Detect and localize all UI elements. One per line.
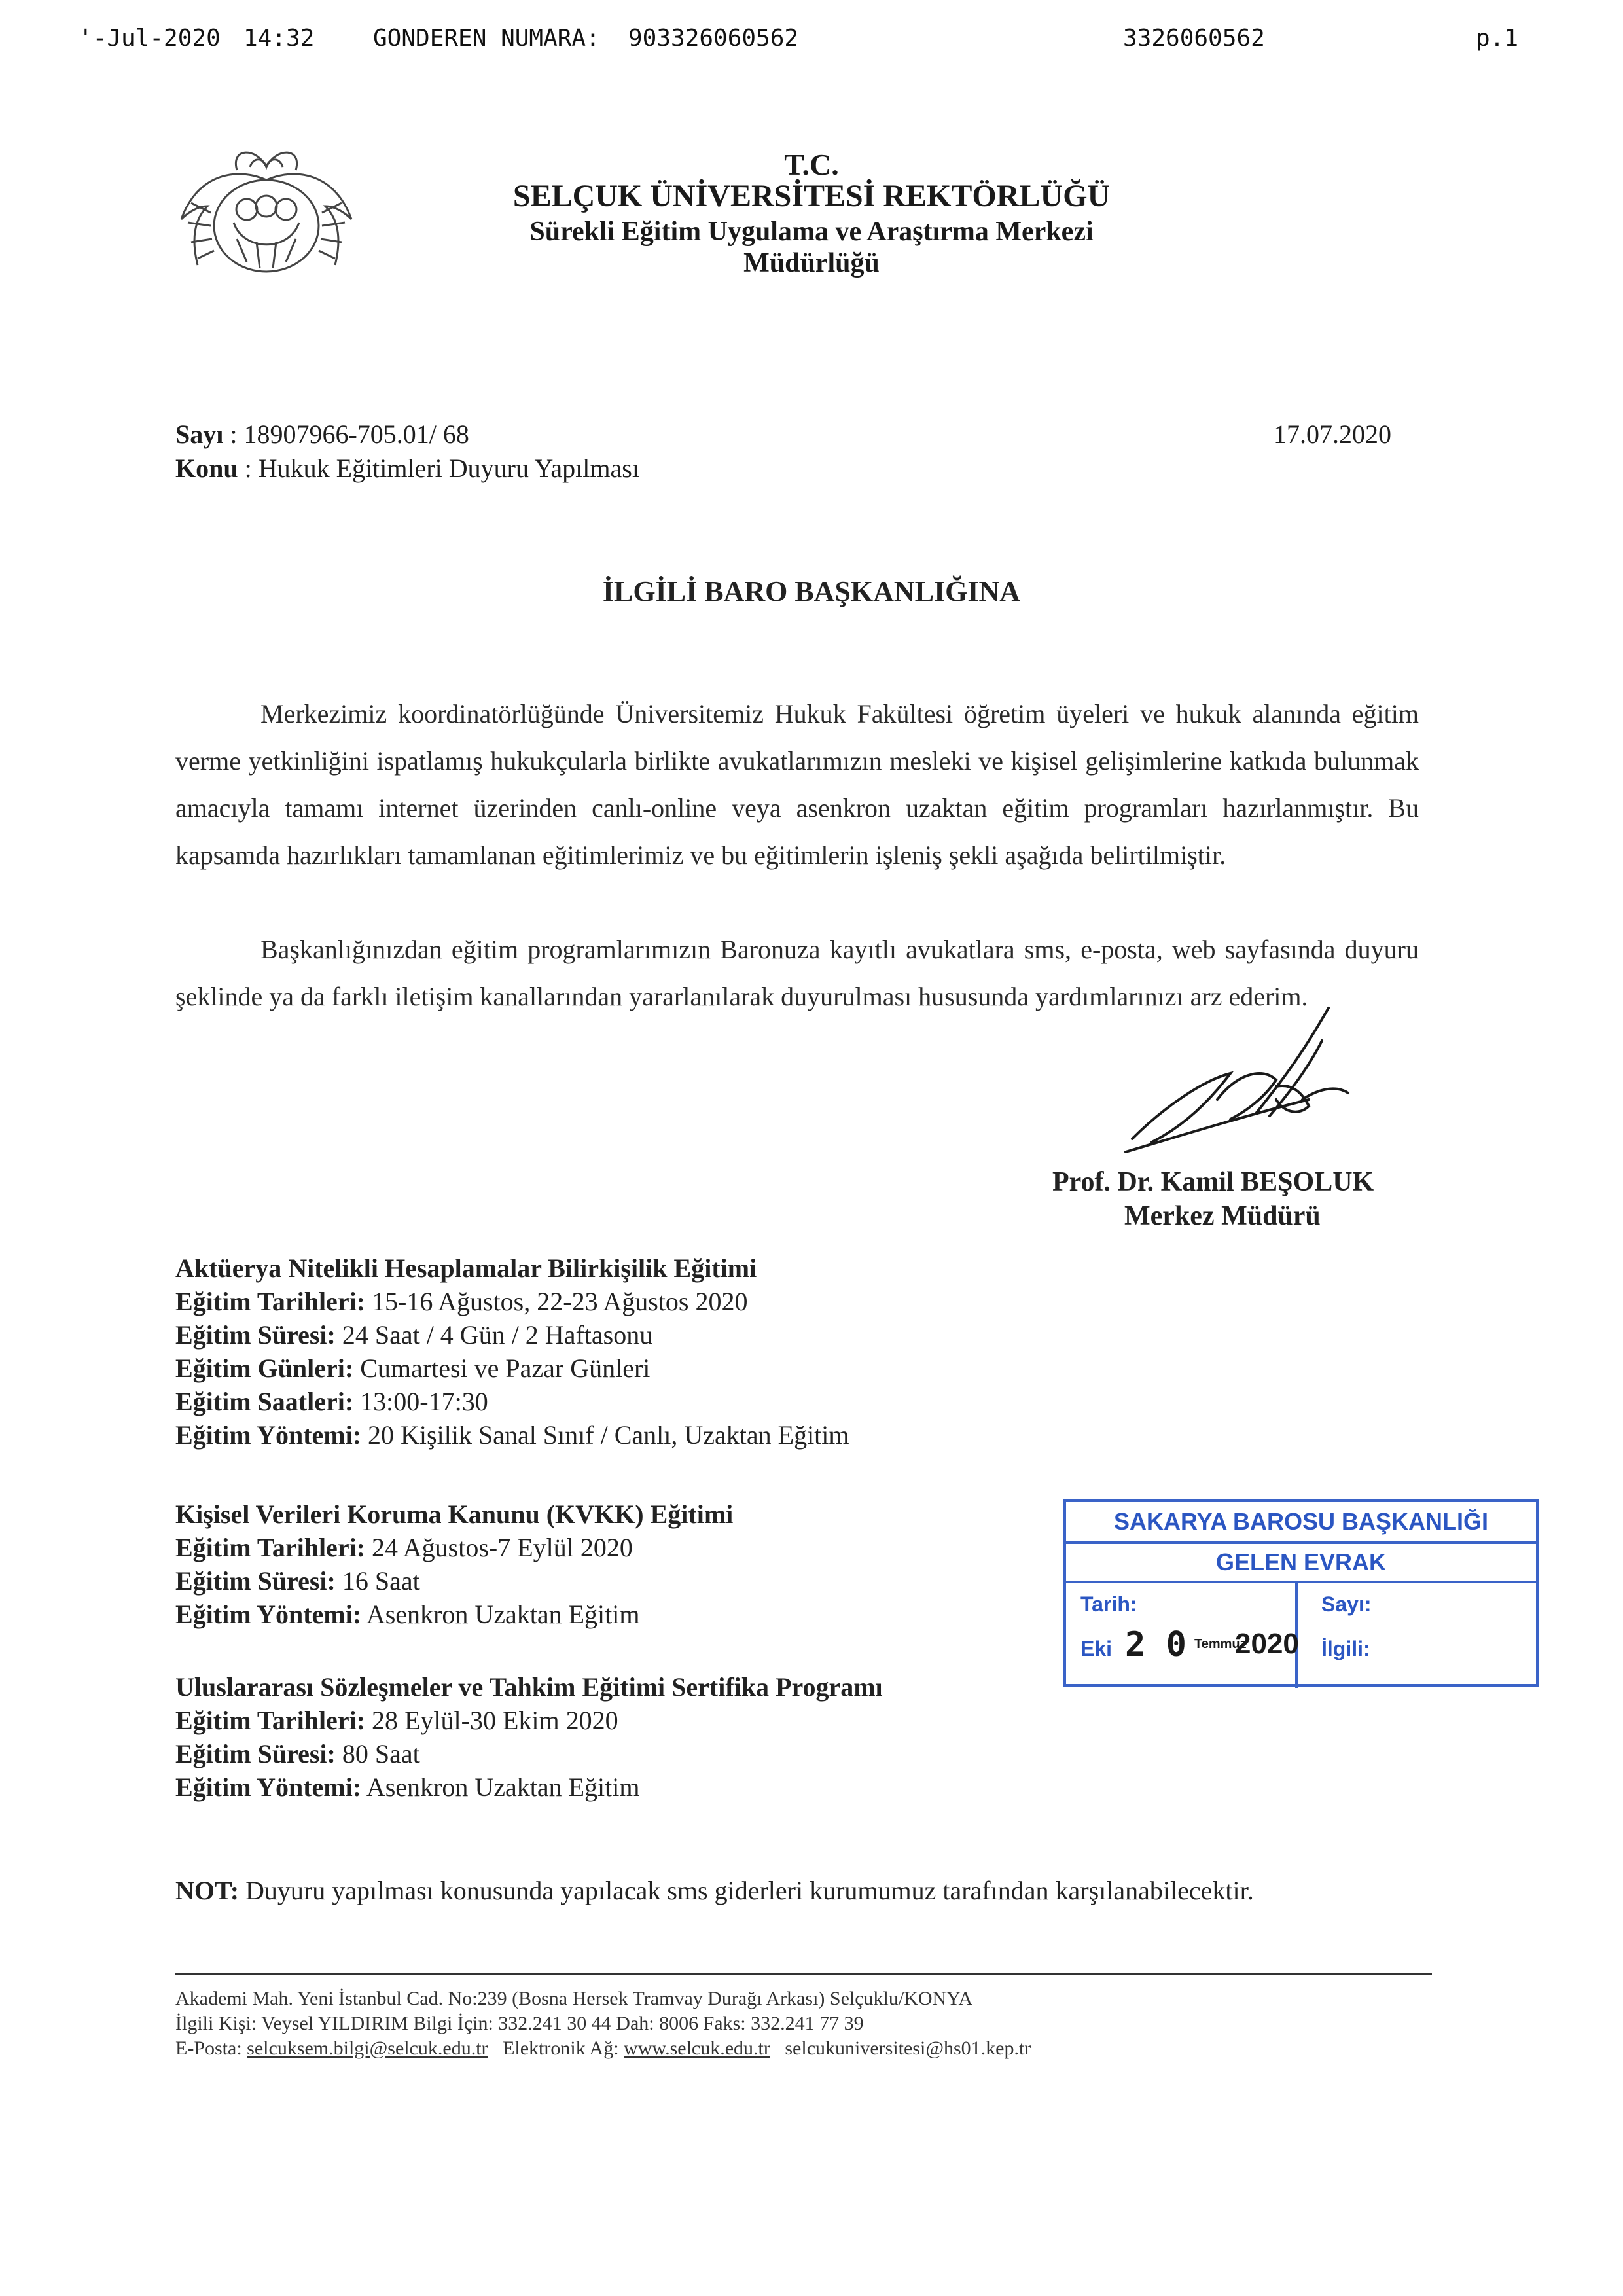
program-hours: Eğitim Saatleri: 13:00-17:30 bbox=[175, 1387, 488, 1416]
footer-email-link[interactable]: selcuksem.bilgi@selcuk.edu.tr bbox=[247, 2037, 488, 2059]
fax-date: '-Jul-2020 bbox=[79, 25, 221, 52]
footer-kep[interactable]: selcukuniversitesi@hs01.kep.tr bbox=[785, 2037, 1031, 2059]
konu-label: Konu bbox=[175, 454, 238, 483]
handwritten-signature bbox=[1113, 1001, 1387, 1172]
note-line bbox=[175, 1875, 1254, 1906]
stamp-year: 2020 bbox=[1235, 1628, 1299, 1660]
program-method: Eğitim Yöntemi: Asenkron Uzaktan Eğitim bbox=[175, 1600, 640, 1629]
program-dates: Eğitim Tarihleri: 28 Eylül-30 Ekim 2020 bbox=[175, 1706, 618, 1735]
stamp-org: SAKARYA BAROSU BAŞKANLIĞI bbox=[1066, 1502, 1536, 1544]
program-method: Eğitim Yöntemi: Asenkron Uzaktan Eğitim bbox=[175, 1772, 640, 1802]
fax-page: p.1 bbox=[1476, 25, 1519, 52]
stamp-tarih-label: Tarih: bbox=[1080, 1592, 1137, 1616]
footer-divider bbox=[175, 1973, 1432, 1975]
program-duration: Eğitim Süresi: 24 Saat / 4 Gün / 2 Haftasonu bbox=[175, 1320, 653, 1350]
note-label: NOT: bbox=[175, 1876, 240, 1905]
stamp-type: GELEN EVRAK bbox=[1066, 1544, 1536, 1583]
letter-date: 17.07.2020 bbox=[1274, 420, 1391, 449]
program-kvkk bbox=[175, 1498, 733, 1631]
konu-value: : Hukuk Eğitimleri Duyuru Yapılması bbox=[244, 454, 639, 483]
body-paragraph-1: Merkezimiz koordinatörlüğünde Üniversitemiz Hukuk Fakültesi öğretim üyeleri ve hukuk alanında eğitim verme yetkinliğini ispatlamış hukukçularla birlikte avukatlarımızın mesleki ve kişisel gelişimlerine katkıda bulunmak amacıyla tamamı internet üzerinden canlı-online veya asenkron uzaktan eğitim programları hazırlanmıştır. Bu kapsamda hazırlıkları tamamlanan eğitimlerimiz ve bu eğitimlerin işleniş şekli aşağıda belirtilmiştir. bbox=[175, 699, 1419, 870]
recipient-heading: İLGİLİ BARO BAŞKANLIĞINA bbox=[602, 575, 1021, 607]
sayi-value: : 18907966-705.01/ 68 bbox=[230, 420, 469, 449]
program-duration: Eğitim Süresi: 16 Saat bbox=[175, 1566, 420, 1596]
incoming-document-stamp bbox=[1063, 1499, 1539, 1687]
sayi-line bbox=[175, 419, 469, 450]
footer-email-label: E-Posta: bbox=[175, 2037, 242, 2059]
fax-time: 14:32 bbox=[243, 25, 315, 52]
stamp-sayi-label: Sayı: bbox=[1321, 1592, 1372, 1616]
body-paragraph-2: Başkanlığınızdan eğitim programlarımızın Baronuza kayıtlı avukatlara sms, e-posta, web sayfasında duyuru şeklinde ya da farklı iletişim kanallarından yararlanılarak duyurulması hususunda yardımlarınızı arz ederim. bbox=[175, 935, 1419, 1011]
footer-contact: İlgili Kişi: Veysel YILDIRIM Bilgi İçin: 332.241 30 44 Dah: 8006 Faks: 332.241 77 39 bbox=[175, 2013, 864, 2034]
konu-line bbox=[175, 453, 639, 484]
footer-links bbox=[175, 2036, 1031, 2061]
signatory-name: Prof. Dr. Kamil BEŞOLUK bbox=[1052, 1167, 1374, 1197]
fax-sender-label: GONDEREN NUMARA: bbox=[373, 25, 600, 52]
program-method: Eğitim Yöntemi: 20 Kişilik Sanal Sınıf / Canlı, Uzaktan Eğitim bbox=[175, 1420, 849, 1450]
footer-web-label: Elektronik Ağ: bbox=[503, 2037, 619, 2059]
program-days: Eğitim Günleri: Cumartesi ve Pazar Günleri bbox=[175, 1354, 651, 1383]
footer-address: Akademi Mah. Yeni İstanbul Cad. No:239 (Bosna Hersek Tramvay Durağı Arkası) Selçuklu/KONYA bbox=[175, 1988, 973, 2009]
note-text: Duyuru yapılması konusunda yapılacak sms giderleri kurumumuz tarafından karşılanabilecektir. bbox=[245, 1876, 1254, 1905]
program-title: Kişisel Verileri Koruma Kanunu (KVKK) Eğitimi bbox=[175, 1499, 734, 1529]
stamp-month: Temmuz bbox=[1194, 1637, 1247, 1651]
signatory-title: Merkez Müdürü bbox=[1124, 1201, 1321, 1231]
program-tahkim bbox=[175, 1670, 883, 1804]
letterhead-directorate: Müdürlüğü bbox=[743, 248, 880, 278]
program-dates: Eğitim Tarihleri: 15-16 Ağustos, 22-23 Ağustos 2020 bbox=[175, 1287, 748, 1316]
program-dates: Eğitim Tarihleri: 24 Ağustos-7 Eylül 2020 bbox=[175, 1533, 633, 1562]
program-aktuerya bbox=[175, 1251, 849, 1452]
letterhead-university: SELÇUK ÜNİVERSİTESİ REKTÖRLÜĞÜ bbox=[512, 179, 1111, 213]
footer-web-link[interactable]: www.selcuk.edu.tr bbox=[624, 2037, 770, 2059]
stamp-eki-label: Eki bbox=[1080, 1637, 1113, 1660]
program-title: Aktüerya Nitelikli Hesaplamalar Bilirkişilik Eğitimi bbox=[175, 1253, 757, 1283]
fax-sender-number: 903326060562 bbox=[628, 25, 799, 52]
sayi-label: Sayı bbox=[175, 420, 224, 449]
letterhead-center: Sürekli Eğitim Uygulama ve Araştırma Merkezi bbox=[529, 217, 1094, 247]
program-duration: Eğitim Süresi: 80 Saat bbox=[175, 1739, 420, 1768]
stamp-ilgili-label: İlgili: bbox=[1321, 1637, 1370, 1660]
program-title: Uluslararası Sözleşmeler ve Tahkim Eğitimi Sertifika Programı bbox=[175, 1672, 883, 1702]
footer-block bbox=[175, 1986, 1031, 2061]
stamp-day: 2 0 bbox=[1125, 1625, 1186, 1664]
fax-number: 3326060562 bbox=[1123, 25, 1265, 52]
letterhead-tc: T.C. bbox=[784, 148, 839, 181]
university-seal-logo bbox=[171, 141, 361, 285]
